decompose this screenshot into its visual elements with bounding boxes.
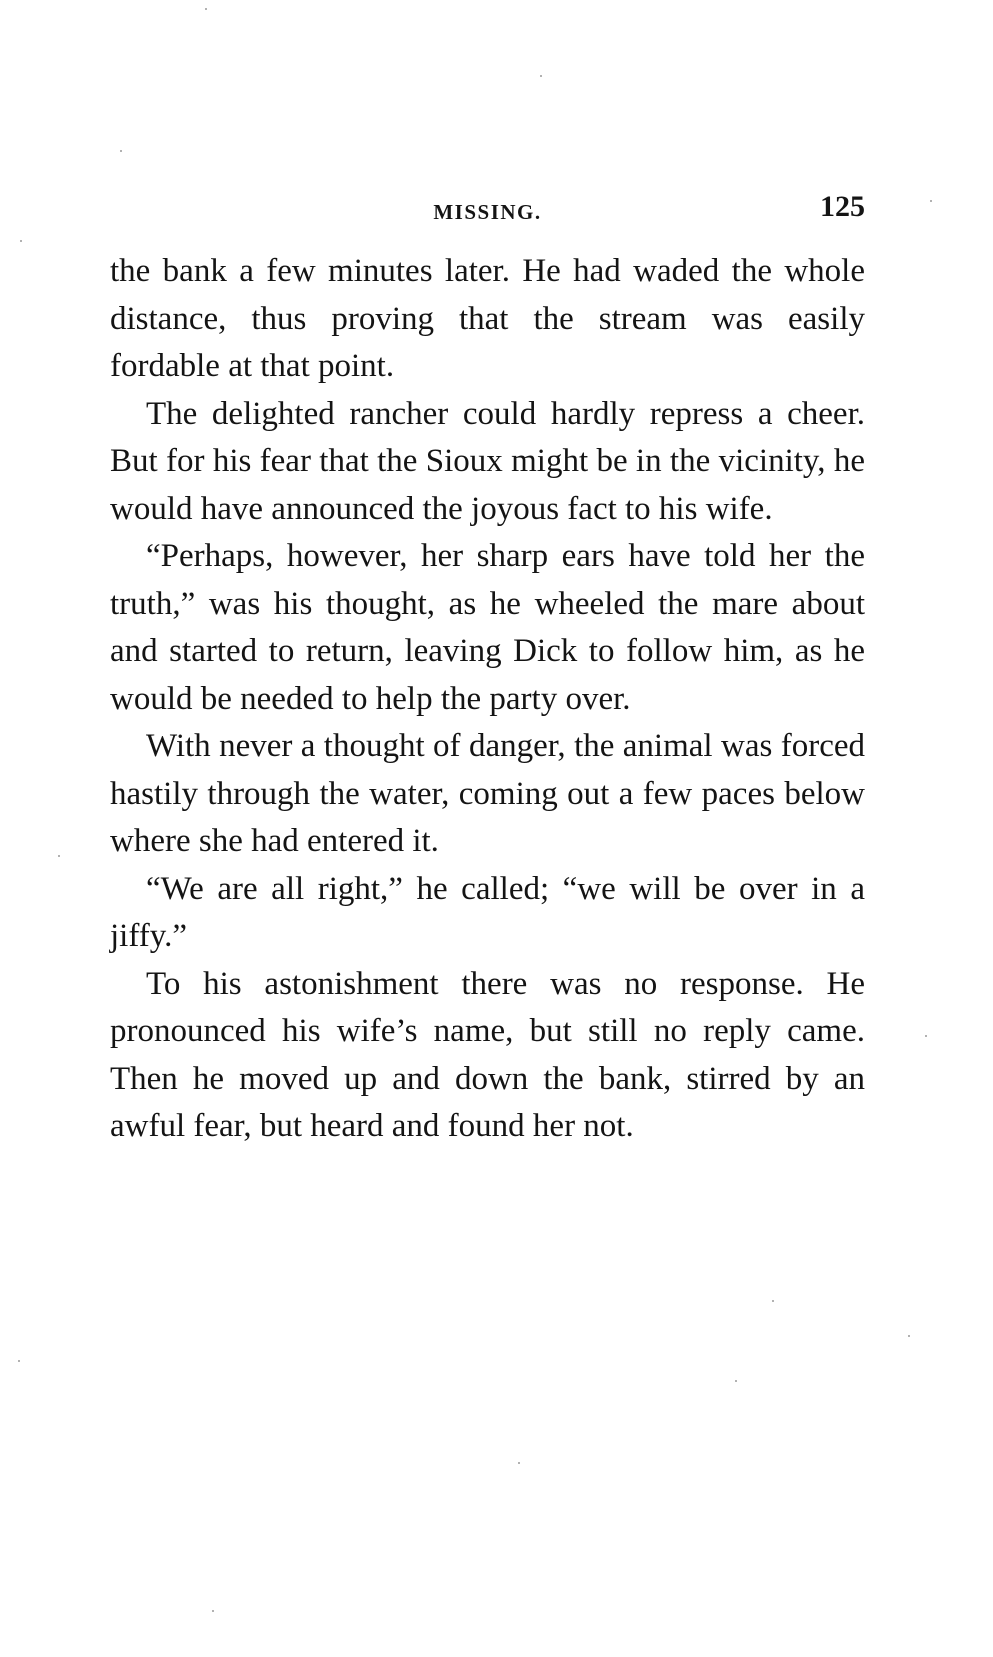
paragraph-2: The delighted rancher could hardly repress a cheer. But for his fear that the Sioux might be in the vicinity, he would have announced the joyous fact to his wife. [110, 395, 865, 527]
paper-speck [930, 200, 932, 202]
paragraph-4: With never a thought of danger, the animal was forced hastily through the water, coming out a few paces below where she had entered it. [110, 728, 865, 859]
chapter-title: MISSING. [433, 200, 542, 224]
paper-speck [58, 855, 60, 857]
paper-speck [908, 1335, 910, 1337]
paragraph-6: To his astonishment there was no response. He pronounced his wife’s name, but still no reply came. Then he moved up and down the bank, stirred by an awful fear, but heard and found her not. [110, 965, 865, 1144]
paper-speck [925, 1035, 927, 1037]
paper-speck [20, 240, 22, 242]
paragraph-1: the bank a few minutes later. He had waded the whole distance, thus proving that the stream was easily fordable at that point. [110, 253, 865, 384]
paper-speck [540, 75, 542, 77]
page-number: 125 [820, 190, 865, 223]
paper-speck [518, 1462, 520, 1464]
paragraph-5: “We are all right,” he called; “we will be over in a jiffy.” [110, 870, 865, 954]
paper-speck [18, 1360, 20, 1362]
paragraph-3: “Perhaps, however, her sharp ears have told her the truth,” was his thought, as he wheeled the mare about and started to return, leaving Dick to follow him, as he would be needed to help the party over. [110, 538, 865, 717]
paper-speck [735, 1380, 737, 1382]
running-header [110, 190, 865, 234]
body-text [110, 248, 865, 1151]
paper-speck [212, 1610, 214, 1612]
paper-speck [772, 1300, 774, 1302]
paper-speck [205, 8, 207, 10]
paper-speck [120, 150, 122, 152]
